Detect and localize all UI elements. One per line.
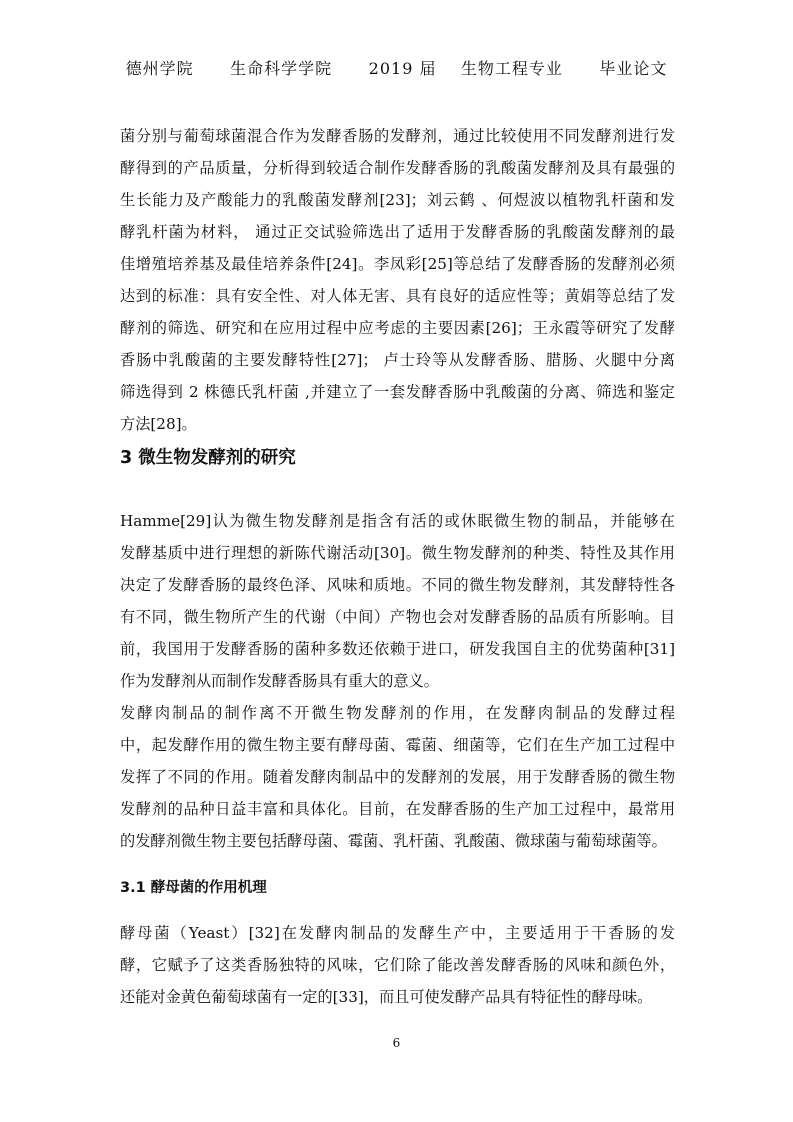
text-line: 达到的标准：具有安全性、对人体无害、具有良好的适应性等；黄娟等总结了发	[120, 287, 675, 305]
text-line: Hamme[29]认为微生物发酵剂是指含有活的或休眠微生物的制品，并能够在	[120, 512, 675, 530]
text-line: 生长能力及产酸能力的乳酸菌发酵剂[23]；刘云鹤 、何煜波以植物乳杆菌和发	[120, 191, 675, 209]
text-line: 作为发酵剂从而制作发酵香肠具有重大的意义。	[120, 672, 439, 690]
text-line: 香肠中乳酸菌的主要发酵特性[27]； 卢士玲等从发酵香肠、腊肠、火腿中分离	[120, 351, 675, 369]
text-line: 酵，它赋予了这类香肠独特的风味，它们除了能改善发酵香肠的风味和颜色外，	[120, 956, 675, 974]
text-line: 方法[28]。	[120, 415, 197, 433]
text-line: 酵母菌（Yeast）[32]在发酵肉制品的发酵生产中，主要适用于干香肠的发	[120, 924, 675, 942]
page-header: 德州学院 生命科学学院 2019 届 生物工程专业 毕业论文	[125, 59, 668, 78]
text-line: 酵乳杆菌为材料， 通过正交试验筛选出了适用于发酵香肠的乳酸菌发酵剂的最	[120, 223, 675, 241]
text-line: 佳增殖培养基及最佳培养条件[24]。李凤彩[25]等总结了发酵香肠的发酵剂必须	[120, 255, 675, 273]
text-line: 筛选得到 2 株德氏乳杆菌 ,并建立了一套发酵香肠中乳酸菌的分离、筛选和鉴定	[120, 383, 675, 401]
text-line: 发挥了不同的作用。随着发酵肉制品中的发酵剂的发展，用于发酵香肠的微生物	[120, 768, 675, 786]
text-line: 决定了发酵香肠的最终色泽、风味和质地。不同的微生物发酵剂，其发酵特性各	[120, 576, 675, 594]
text-line: 发酵基质中进行理想的新陈代谢活动[30]。微生物发酵剂的种类、特性及其作用	[120, 544, 675, 562]
text-line: 前，我国用于发酵香肠的菌种多数还依赖于进口，研发我国自主的优势菌种[31]	[120, 640, 675, 658]
section-3-heading: 3 微生物发酵剂的研究	[120, 448, 296, 468]
text-line: 酵剂的筛选、研究和在应用过程中应考虑的主要因素[26]；王永霞等研究了发酵	[120, 319, 675, 337]
section-3-1-heading: 3.1 酵母菌的作用机理	[120, 880, 267, 896]
text-line: 酵得到的产品质量，分析得到较适合制作发酵香肠的乳酸菌发酵剂及具有最强的	[120, 159, 675, 177]
text-line: 发酵肉制品的制作离不开微生物发酵剂的作用，在发酵肉制品的发酵过程	[120, 704, 675, 722]
text-line: 有不同，微生物所产生的代谢（中间）产物也会对发酵香肠的品质有所影响。目	[120, 608, 675, 626]
page-number: 6	[392, 1036, 401, 1050]
text-line: 发酵剂的品种日益丰富和具体化。目前，在发酵香肠的生产加工过程中，最常用	[120, 800, 675, 818]
text-line: 菌分别与葡萄球菌混合作为发酵香肠的发酵剂，通过比较使用不同发酵剂进行发	[120, 127, 675, 145]
text-line: 还能对金黄色葡萄球菌有一定的[33]，而且可使发酵产品具有特征性的酵母味。	[120, 988, 653, 1006]
text-line: 的发酵剂微生物主要包括酵母菌、霉菌、乳杆菌、乳酸菌、微球菌与葡萄球菌等。	[120, 832, 667, 850]
text-line: 中，起发酵作用的微生物主要有酵母菌、霉菌、细菌等，它们在生产加工过程中	[120, 736, 675, 754]
